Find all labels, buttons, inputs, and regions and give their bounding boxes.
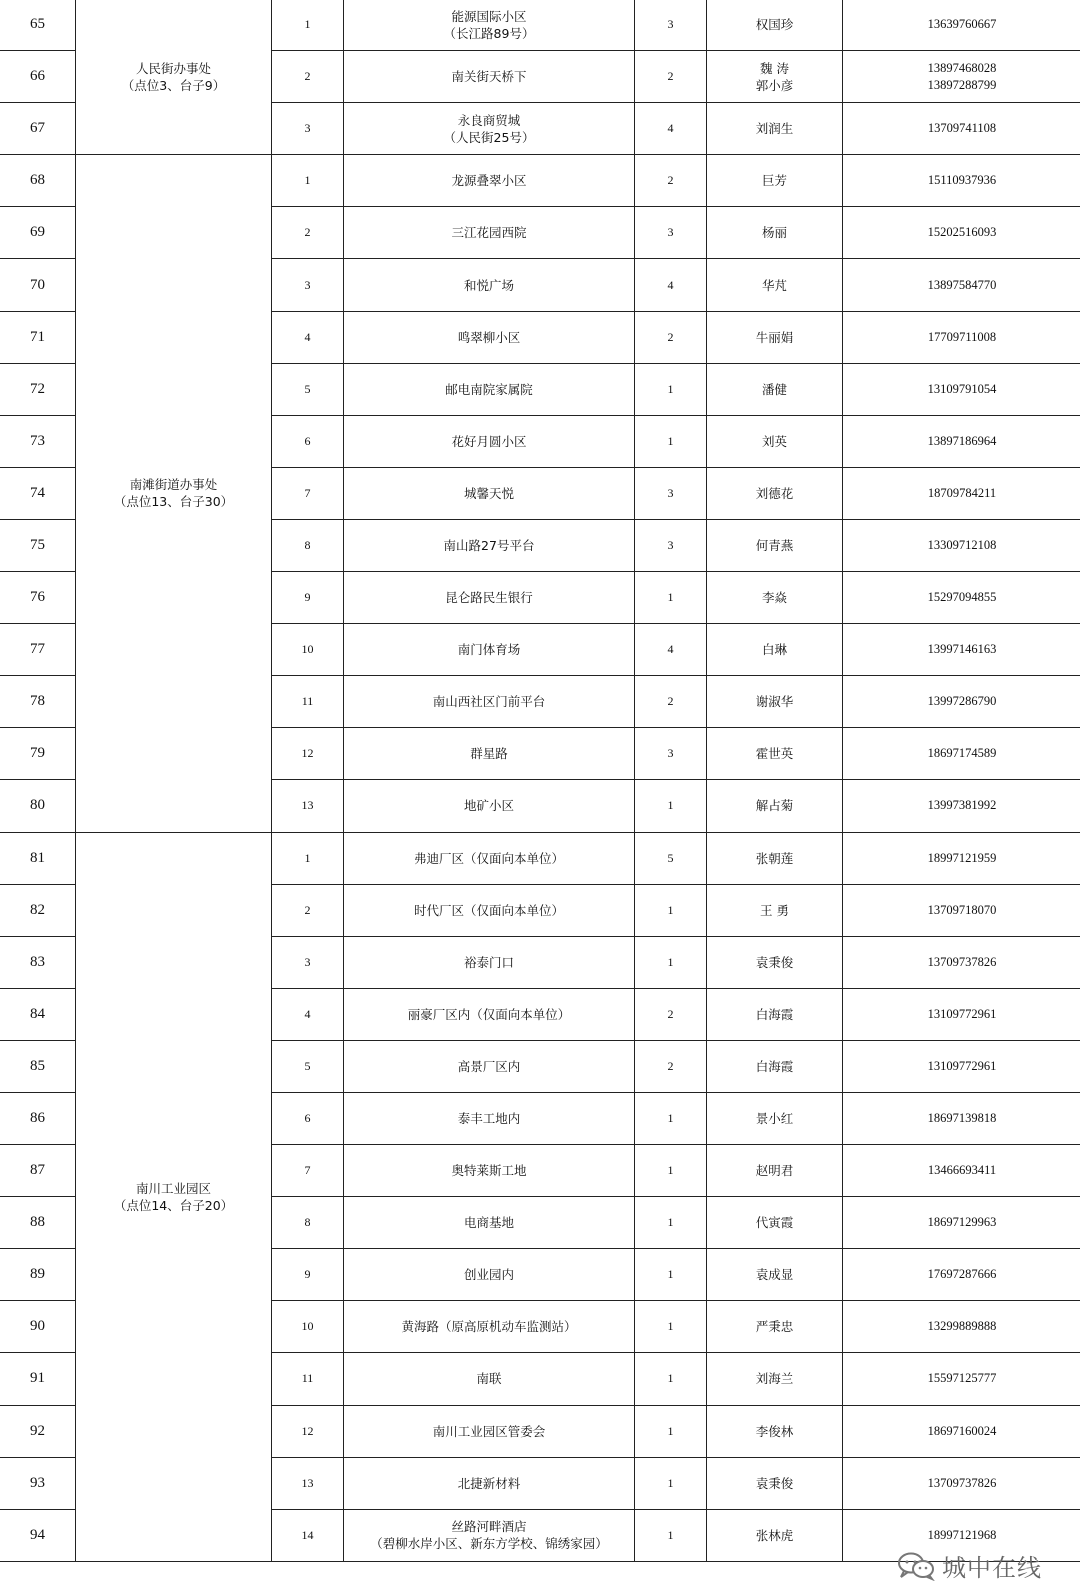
site-name-line: 南川工业园区管委会 [432,1423,546,1439]
contact-phone-line: 13639760667 [927,17,997,32]
site-name [344,676,635,728]
site-name [344,728,635,780]
contact-name [707,311,843,363]
contact-name [707,51,843,103]
site-name [344,0,635,51]
contact-phone-line: 13997146163 [927,642,997,657]
site-index: 9 [272,572,344,624]
site-index: 3 [272,936,344,988]
contact-phone-line: 15297094855 [927,590,997,605]
table-count: 1 [635,572,707,624]
site-name-line: （人民街25号） [443,129,535,145]
contact-phone-line: 13897468028 [927,60,997,75]
contact-phone [843,1301,1080,1353]
contact-phone [843,1353,1080,1405]
site-name [344,1145,635,1197]
row-number: 78 [0,676,76,728]
contact-name [707,1040,843,1092]
contact-phone [843,51,1080,103]
district-name: 南滩街道办事处 [129,477,218,493]
site-name-line: 昆仑路民生银行 [445,590,533,606]
site-index: 7 [272,467,344,519]
contact-name [707,780,843,832]
contact-phone-line: 18697129963 [927,1215,997,1230]
contact-phone-line: 18697160024 [927,1423,997,1438]
site-name [344,311,635,363]
contact-name [707,519,843,571]
table-count: 2 [635,155,707,207]
site-name [344,363,635,415]
row-number: 85 [0,1040,76,1092]
site-index: 14 [272,1509,344,1561]
contact-name [707,259,843,311]
table-count: 1 [635,1145,707,1197]
site-name [344,1353,635,1405]
site-name [344,1197,635,1249]
contact-phone-line: 17709711008 [927,329,997,344]
table-count: 1 [635,936,707,988]
site-name [344,1092,635,1144]
site-name-line: 花好月圆小区 [451,433,527,449]
wechat-icon [896,1551,936,1581]
table-count: 1 [635,415,707,467]
site-name-line: 城馨天悦 [463,485,514,501]
contact-phone [843,207,1080,259]
contact-name [707,103,843,155]
site-name [344,1249,635,1301]
contact-name-line: 牛丽娟 [755,329,794,345]
site-index: 3 [272,103,344,155]
row-number: 67 [0,103,76,155]
row-number: 68 [0,155,76,207]
contact-name [707,1457,843,1509]
contact-name [707,676,843,728]
contact-name-line: 郭小彦 [755,77,794,93]
site-name-line: 南门体育场 [457,642,521,658]
contact-phone [843,1040,1080,1092]
contact-name [707,1301,843,1353]
district-detail: （点位13、台子30） [113,494,234,510]
site-index: 5 [272,363,344,415]
contact-phone-line: 13897584770 [927,277,997,292]
contact-name-line: 严秉忠 [755,1319,794,1335]
row-number: 87 [0,1145,76,1197]
contact-phone-line: 18997121959 [927,850,997,865]
contact-name [707,1353,843,1405]
contact-name-line: 李俊林 [755,1423,794,1439]
row-number: 83 [0,936,76,988]
contact-name [707,1197,843,1249]
contact-phone [843,624,1080,676]
contact-name [707,988,843,1040]
contact-name [707,155,843,207]
contact-phone-line: 13109791054 [927,381,997,396]
contact-name [707,415,843,467]
contact-name-line: 华芃 [761,277,787,293]
row-number: 65 [0,0,76,51]
contact-name [707,0,843,51]
contact-phone-line: 13466693411 [927,1163,997,1178]
contact-name [707,363,843,415]
row-number: 70 [0,259,76,311]
site-index: 12 [272,1405,344,1457]
site-index: 4 [272,988,344,1040]
row-number: 79 [0,728,76,780]
site-index: 10 [272,1301,344,1353]
table-count: 1 [635,363,707,415]
contact-phone [843,572,1080,624]
site-index: 1 [272,0,344,51]
table-count: 2 [635,51,707,103]
contact-phone [843,1197,1080,1249]
site-name [344,207,635,259]
site-name-line: 南山路27号平台 [443,537,535,553]
contact-phone [843,832,1080,884]
table-count: 1 [635,1353,707,1405]
contact-phone [843,1249,1080,1301]
contact-phone [843,415,1080,467]
site-name-line: 电商基地 [463,1215,514,1231]
contact-phone-line: 13299889888 [927,1319,997,1334]
site-name [344,519,635,571]
contact-phone-line: 13109772961 [927,1058,997,1073]
site-index: 11 [272,676,344,728]
contact-phone-line: 17697287666 [927,1267,997,1282]
row-number: 86 [0,1092,76,1144]
contact-phone-line: 13109772961 [927,1006,997,1021]
contact-name [707,936,843,988]
site-name [344,103,635,155]
contact-phone-line: 13897288799 [927,77,997,92]
table-count: 3 [635,0,707,51]
site-name-line: 永良商贸城 [457,112,521,128]
row-number: 93 [0,1457,76,1509]
contact-phone [843,467,1080,519]
site-index: 13 [272,780,344,832]
site-name [344,1301,635,1353]
contact-phone [843,519,1080,571]
contact-name-line: 刘海兰 [755,1371,794,1387]
table-count: 1 [635,780,707,832]
site-index: 2 [272,207,344,259]
site-name [344,936,635,988]
site-name-line: 南山西社区门前平台 [432,694,546,710]
contact-name [707,207,843,259]
site-index: 1 [272,155,344,207]
row-number: 82 [0,884,76,936]
contact-name-line: 袁成显 [755,1267,794,1283]
site-index: 2 [272,884,344,936]
table-count: 1 [635,1301,707,1353]
site-name-line: 地矿小区 [463,798,514,814]
contact-phone [843,1092,1080,1144]
contact-name-line: 刘润生 [755,121,794,137]
site-index: 5 [272,1040,344,1092]
contact-name-line: 袁秉俊 [755,954,794,970]
row-number: 74 [0,467,76,519]
contact-name-line: 刘英 [761,433,787,449]
row-number: 94 [0,1509,76,1561]
contact-phone [843,311,1080,363]
district-cell [76,0,272,155]
table-count: 1 [635,1249,707,1301]
contact-name [707,1405,843,1457]
contact-name-line: 代寅霞 [755,1215,794,1231]
contact-name-line: 魏 涛 [760,60,789,76]
table-count: 2 [635,1040,707,1092]
table-count: 1 [635,1509,707,1561]
contact-phone [843,936,1080,988]
contact-name-line: 潘健 [761,381,787,397]
site-name [344,832,635,884]
contact-phone [843,988,1080,1040]
site-name [344,884,635,936]
site-name [344,572,635,624]
site-index: 4 [272,311,344,363]
contact-name [707,1145,843,1197]
row-number: 88 [0,1197,76,1249]
row-number: 89 [0,1249,76,1301]
site-name-line: 时代厂区（仅面向本单位） [413,902,564,918]
district-detail: （点位3、台子9） [121,77,226,93]
contact-name-line: 权国珍 [755,17,794,33]
row-number: 90 [0,1301,76,1353]
contact-name [707,1509,843,1561]
table-count: 2 [635,311,707,363]
contact-name-line: 张林虎 [755,1527,794,1543]
district-cell [76,155,272,832]
site-name [344,259,635,311]
row-number: 76 [0,572,76,624]
contact-phone-line: 13309712108 [927,537,997,552]
table-count: 1 [635,1405,707,1457]
contact-name-line: 王 勇 [760,902,789,918]
site-index: 10 [272,624,344,676]
contact-name [707,572,843,624]
site-name-line: 北捷新材料 [457,1475,521,1491]
contact-phone [843,884,1080,936]
site-name-line: 龙源叠翠小区 [451,173,527,189]
table-count: 2 [635,988,707,1040]
contact-phone-line: 15110937936 [927,173,997,188]
contact-phone-line: 18997121968 [927,1527,997,1542]
contact-phone [843,103,1080,155]
contact-name-line: 谢淑华 [755,694,794,710]
site-index: 9 [272,1249,344,1301]
district-name: 人民街办事处 [135,60,211,76]
row-number: 75 [0,519,76,571]
contact-name-line: 景小红 [755,1111,794,1127]
site-name-line: （长江路89号） [443,25,535,41]
site-name-line: 鸣翠柳小区 [457,329,521,345]
contact-phone [843,363,1080,415]
contact-name-line: 袁秉俊 [755,1475,794,1491]
row-number: 73 [0,415,76,467]
site-name [344,1040,635,1092]
site-name [344,1509,635,1561]
site-index: 6 [272,1092,344,1144]
site-name [344,1457,635,1509]
site-name-line: 邮电南院家属院 [445,381,533,397]
table-count: 3 [635,728,707,780]
contact-name-line: 何青燕 [755,537,794,553]
site-index: 12 [272,728,344,780]
contact-phone [843,1405,1080,1457]
site-name-line: 弗迪厂区（仅面向本单位） [413,850,564,866]
contact-phone-line: 13997381992 [927,798,997,813]
row-number: 92 [0,1405,76,1457]
contact-phone [843,0,1080,51]
contact-name [707,1092,843,1144]
table-count: 1 [635,884,707,936]
contact-phone-line: 13709718070 [927,902,997,917]
row-number: 77 [0,624,76,676]
contact-phone [843,259,1080,311]
site-name [344,51,635,103]
site-name-line: 奥特莱斯工地 [451,1163,527,1179]
site-name [344,467,635,519]
district-name: 南川工业园区 [135,1180,211,1196]
table-row [0,155,1080,207]
contact-phone-line: 13709737826 [927,954,997,969]
contact-name [707,728,843,780]
row-number: 72 [0,363,76,415]
contact-name-line: 赵明君 [755,1163,794,1179]
table-count: 1 [635,1197,707,1249]
contact-name-line: 白琳 [761,642,787,658]
contact-name-line: 白海霞 [755,1006,794,1022]
table-row [0,0,1080,51]
contact-name [707,884,843,936]
watermark [896,1548,1042,1583]
site-name-line: 和悦广场 [463,277,514,293]
site-index: 7 [272,1145,344,1197]
contact-name-line: 刘德花 [755,485,794,501]
table-count: 1 [635,1092,707,1144]
contact-phone-line: 13709741108 [927,121,997,136]
site-index: 8 [272,519,344,571]
table-count: 3 [635,519,707,571]
contact-phone [843,1457,1080,1509]
site-name-line: 南联 [476,1371,502,1387]
table-count: 4 [635,103,707,155]
contact-name-line: 解占菊 [755,798,794,814]
site-name-line: 群星路 [470,746,508,762]
contact-name-line: 杨丽 [761,225,787,241]
site-name-line: 黄海路（原高原机动车监测站） [401,1319,577,1335]
site-name [344,780,635,832]
contact-phone-line: 15597125777 [927,1371,997,1386]
district-cell [76,832,272,1561]
contact-name-line: 巨芳 [761,173,787,189]
contact-name [707,832,843,884]
district-detail: （点位14、台子20） [113,1197,234,1213]
contact-phone [843,1145,1080,1197]
site-index: 11 [272,1353,344,1405]
row-number: 84 [0,988,76,1040]
site-name-line: 丽豪厂区内（仅面向本单位） [407,1006,571,1022]
site-name-line: 高景厂区内 [457,1058,521,1074]
site-name-line: 能源国际小区 [451,8,527,24]
site-name [344,155,635,207]
site-index: 1 [272,832,344,884]
contact-name [707,624,843,676]
row-number: 69 [0,207,76,259]
watermark-text: 城中在线 [942,1554,1042,1582]
row-number: 71 [0,311,76,363]
contact-name [707,1249,843,1301]
table-count: 4 [635,259,707,311]
contact-phone-line: 13709737826 [927,1475,997,1490]
site-index: 2 [272,51,344,103]
site-name-line: 三江花园西院 [451,225,527,241]
contact-phone [843,780,1080,832]
site-name-line: 裕泰门口 [463,954,514,970]
contact-name-line: 张朝莲 [755,850,794,866]
site-name-line: （碧柳水岸小区、新东方学校、锦绣家园） [370,1536,608,1552]
site-name [344,415,635,467]
site-index: 13 [272,1457,344,1509]
site-name [344,1405,635,1457]
contact-name-line: 白海霞 [755,1058,794,1074]
site-name-line: 泰丰工地内 [457,1111,521,1127]
site-name-line: 创业园内 [463,1267,514,1283]
contact-phone-line: 15202516093 [927,225,997,240]
table-count: 4 [635,624,707,676]
site-name-line: 丝路河畔酒店 [451,1519,527,1535]
row-number: 80 [0,780,76,832]
contact-phone [843,728,1080,780]
table-row [0,832,1080,884]
row-number: 66 [0,51,76,103]
row-number: 81 [0,832,76,884]
site-index: 3 [272,259,344,311]
site-index: 8 [272,1197,344,1249]
site-name [344,624,635,676]
contact-name [707,467,843,519]
contact-name-line: 李焱 [761,590,787,606]
table-count: 3 [635,467,707,519]
table-count: 1 [635,1457,707,1509]
site-name [344,988,635,1040]
contact-phone [843,155,1080,207]
table-count: 2 [635,676,707,728]
row-number: 91 [0,1353,76,1405]
table-count: 3 [635,207,707,259]
site-name-line: 南关街天桥下 [451,69,527,85]
site-index: 6 [272,415,344,467]
contact-phone-line: 18697139818 [927,1111,997,1126]
contact-phone-line: 18709784211 [927,485,997,500]
table-count: 5 [635,832,707,884]
contact-phone-line: 13897186964 [927,433,997,448]
contact-phone [843,676,1080,728]
contact-phone-line: 18697174589 [927,746,997,761]
contact-phone-line: 13997286790 [927,694,997,709]
contact-name-line: 霍世英 [755,746,794,762]
